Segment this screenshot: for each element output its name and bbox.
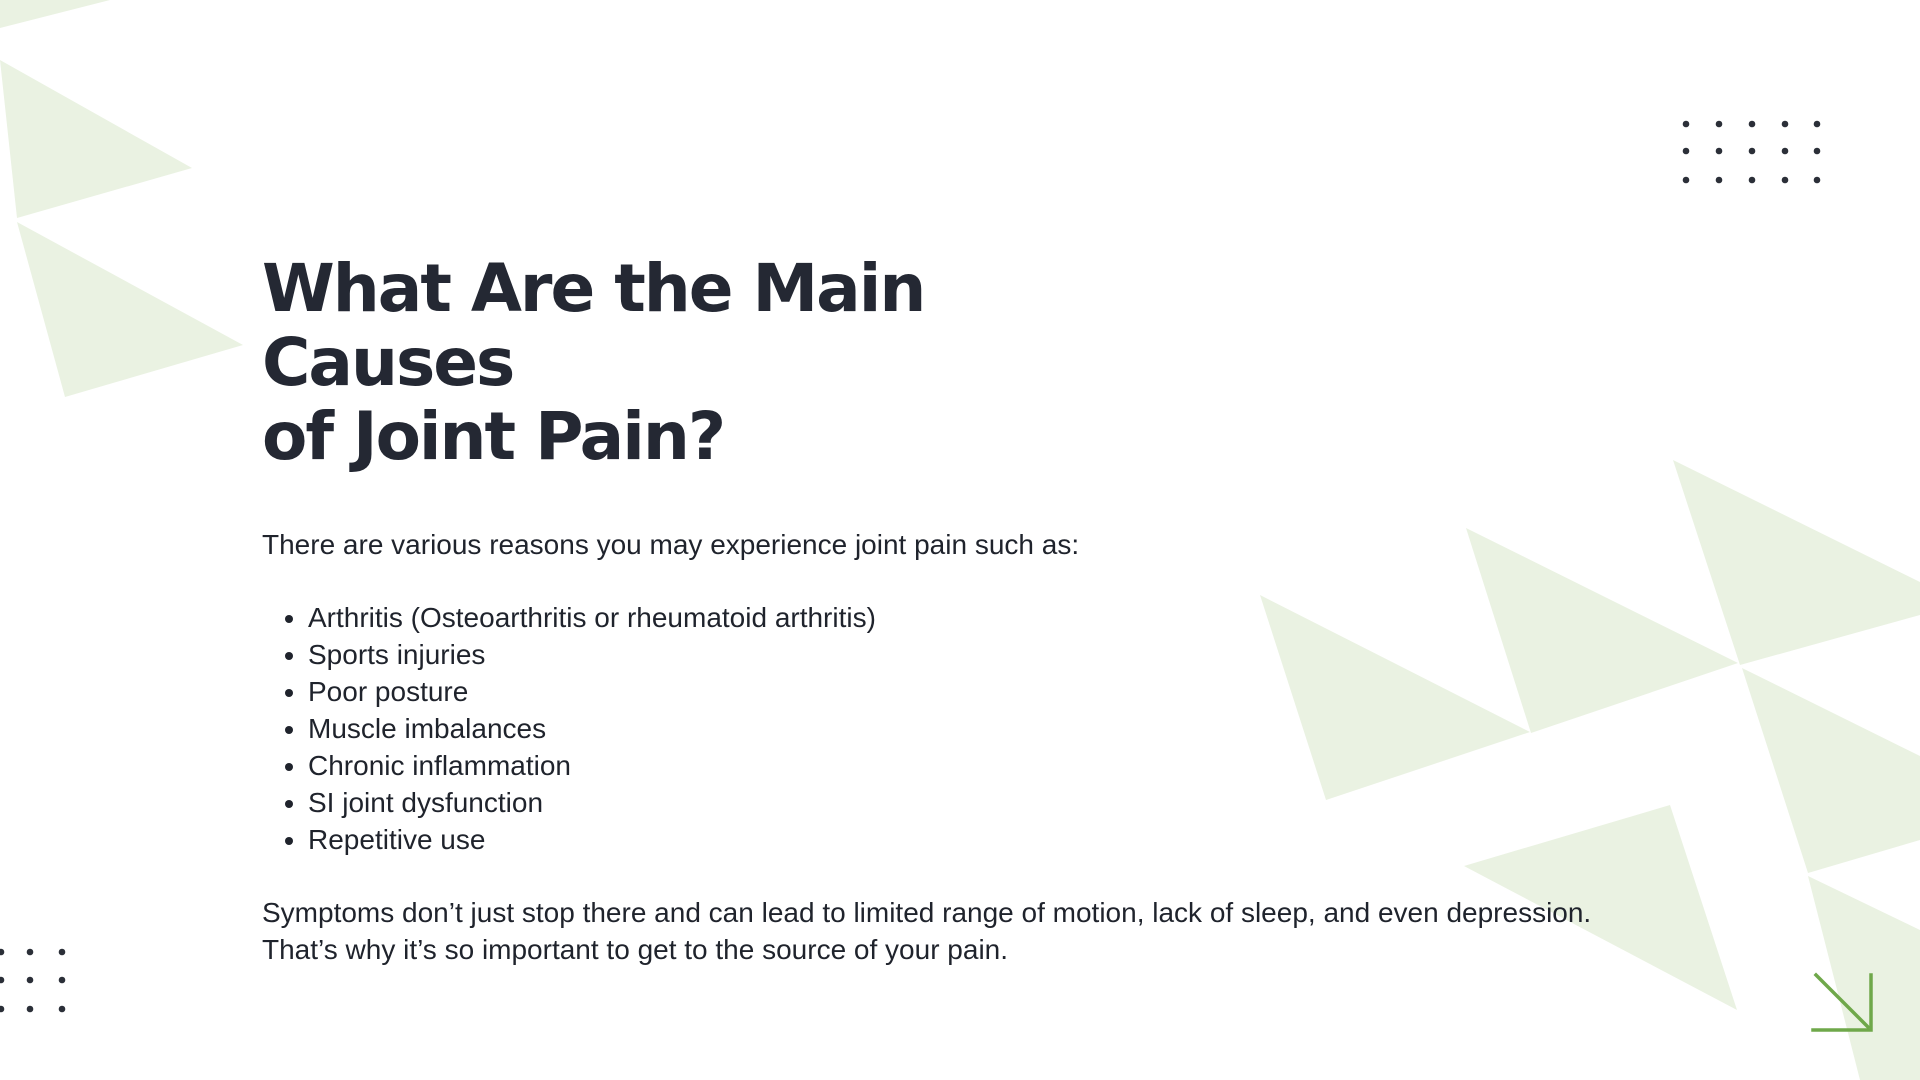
closing-paragraph: Symptoms don’t just stop there and can lead to limited range of motion, lack of sleep, and even depression. That’s why it’s so important to get to the source of your pain. — [262, 897, 1592, 965]
list-item: • Sports injuries — [308, 636, 1592, 673]
list-item: • Repetitive use — [308, 821, 1592, 858]
triangle-decoration — [1742, 668, 1920, 873]
causes-list — [262, 599, 1592, 858]
title-line-2: of Joint Pain? — [262, 398, 725, 475]
dot-grid-icon — [0, 949, 65, 1013]
slide-content — [262, 252, 1592, 968]
dot-grid-icon — [1683, 121, 1821, 184]
list-item: • SI joint dysfunction — [308, 784, 1592, 821]
title-line-1: What Are the Main Causes — [262, 250, 925, 401]
triangle-decoration — [0, 60, 192, 218]
triangle-decoration — [1808, 876, 1920, 1080]
list-item: • Chronic inflammation — [308, 747, 1592, 784]
triangle-decoration — [1673, 460, 1920, 665]
list-item: • Arthritis (Osteoarthritis or rheumatoid arthritis) — [308, 599, 1592, 636]
list-item: • Muscle imbalances — [308, 710, 1592, 747]
list-item: • Poor posture — [308, 673, 1592, 710]
triangle-decoration — [0, 0, 110, 28]
intro-paragraph: There are various reasons you may experience joint pain such as: — [262, 529, 1080, 560]
slide-title — [262, 252, 1162, 474]
triangle-decoration — [17, 222, 243, 397]
